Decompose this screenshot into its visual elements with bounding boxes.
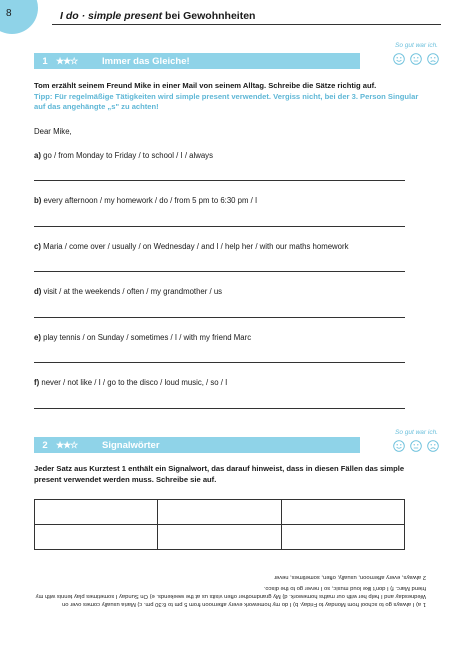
task-text: every afternoon / my homework / do / from 5 pm to 6:30 pm / I xyxy=(43,196,258,205)
task-letter: c) xyxy=(34,242,41,251)
task-text: play tennis / on Sunday / sometimes / I / with my friend Marc xyxy=(43,333,252,342)
task-letter: f) xyxy=(34,378,40,387)
greeting: Dear Mike, xyxy=(34,127,72,136)
page-number: 8 xyxy=(6,8,12,19)
answer-line-e[interactable] xyxy=(34,362,405,363)
grid-cell[interactable] xyxy=(158,525,281,550)
page-title-topic: I do · simple present xyxy=(60,10,163,22)
section-1-instruction xyxy=(34,81,424,113)
section-2-header xyxy=(34,437,360,453)
grid-cell[interactable] xyxy=(281,525,404,550)
grid-cell[interactable] xyxy=(35,525,158,550)
answer-line-c[interactable] xyxy=(34,271,405,272)
instruction-text: Tom erzählt seinem Freund Mike in einer Mail von seinem Alltag. Schreibe die Sätze richtig auf. xyxy=(34,81,377,90)
feedback-label-1: So gut war ich. xyxy=(395,42,438,49)
section-1-number: 1 xyxy=(42,55,48,67)
grid-row xyxy=(35,500,405,525)
sad-face-icon[interactable] xyxy=(427,53,439,65)
section-2-title: Signalwörter xyxy=(102,439,160,451)
difficulty-stars-icon: ★★☆ xyxy=(56,55,78,66)
grid-cell[interactable] xyxy=(158,500,281,525)
task-e xyxy=(34,333,251,342)
signal-word-grid xyxy=(34,499,405,550)
task-a xyxy=(34,151,213,160)
task-d xyxy=(34,287,222,296)
section-1-title: Immer das Gleiche! xyxy=(102,55,190,67)
page-title-suffix: bei Gewohnheiten xyxy=(162,10,256,22)
task-c xyxy=(34,242,349,251)
task-letter: d) xyxy=(34,287,42,296)
section-2-number: 2 xyxy=(42,439,48,451)
happy-face-icon[interactable] xyxy=(393,440,405,452)
sad-face-icon[interactable] xyxy=(427,440,439,452)
answer-line-b[interactable] xyxy=(34,226,405,227)
answer-line-a[interactable] xyxy=(34,180,405,181)
happy-face-icon[interactable] xyxy=(393,53,405,65)
upside-down-solutions xyxy=(32,573,426,608)
answer-line-f[interactable] xyxy=(34,408,405,409)
self-rating-1 xyxy=(393,53,439,65)
answer-line-d[interactable] xyxy=(34,317,405,318)
grid-cell[interactable] xyxy=(281,500,404,525)
neutral-face-icon[interactable] xyxy=(410,53,422,65)
grid-cell[interactable] xyxy=(35,500,158,525)
task-b xyxy=(34,196,257,205)
task-text: never / not like / I / go to the disco / loud music, / so / I xyxy=(41,378,228,387)
tip-text: Tipp: Für regelmäßige Tätigkeiten wird simple present verwendet. Vergiss nicht, bei der 3. Person Singular auf das angehängte „s" zu achten! xyxy=(34,91,419,111)
task-letter: e) xyxy=(34,333,41,342)
task-letter: b) xyxy=(34,196,42,205)
self-rating-2 xyxy=(393,440,439,452)
task-text: visit / at the weekends / often / my grandmother / us xyxy=(43,287,223,296)
solution-1: 1 a) I always go to school from Monday to Friday. b) I do my homework every afternoon from 5 pm to 6:30 pm. c) Maria usually comes over on Wednesday and I help her with our maths homework. d) My grandmother often visits us at the weekends. e) On Sunday I sometimes play tennis with my friend Marc. f) I don't like loud music, so I never go to the disco. xyxy=(35,585,426,607)
section-1-header xyxy=(34,53,360,69)
task-f xyxy=(34,378,227,387)
neutral-face-icon[interactable] xyxy=(410,440,422,452)
header-divider xyxy=(52,24,441,25)
solution-2: 2 always, every afternoon, usually, often, sometimes, never xyxy=(274,574,426,580)
task-letter: a) xyxy=(34,151,41,160)
section-2-instruction: Jeder Satz aus Kurztest 1 enthält ein Signalwort, das darauf hinweist, dass in diesen Fällen das simple present verwendet werden muss. Schreibe sie auf. xyxy=(34,464,405,484)
page-title xyxy=(60,10,255,22)
task-text: go / from Monday to Friday / to school / I / always xyxy=(43,151,213,160)
grid-row xyxy=(35,525,405,550)
difficulty-stars-icon: ★★☆ xyxy=(56,439,78,450)
task-text: Maria / come over / usually / on Wednesday / and I / help her / with our maths homework xyxy=(43,242,349,251)
feedback-label-2: So gut war ich. xyxy=(395,429,438,436)
